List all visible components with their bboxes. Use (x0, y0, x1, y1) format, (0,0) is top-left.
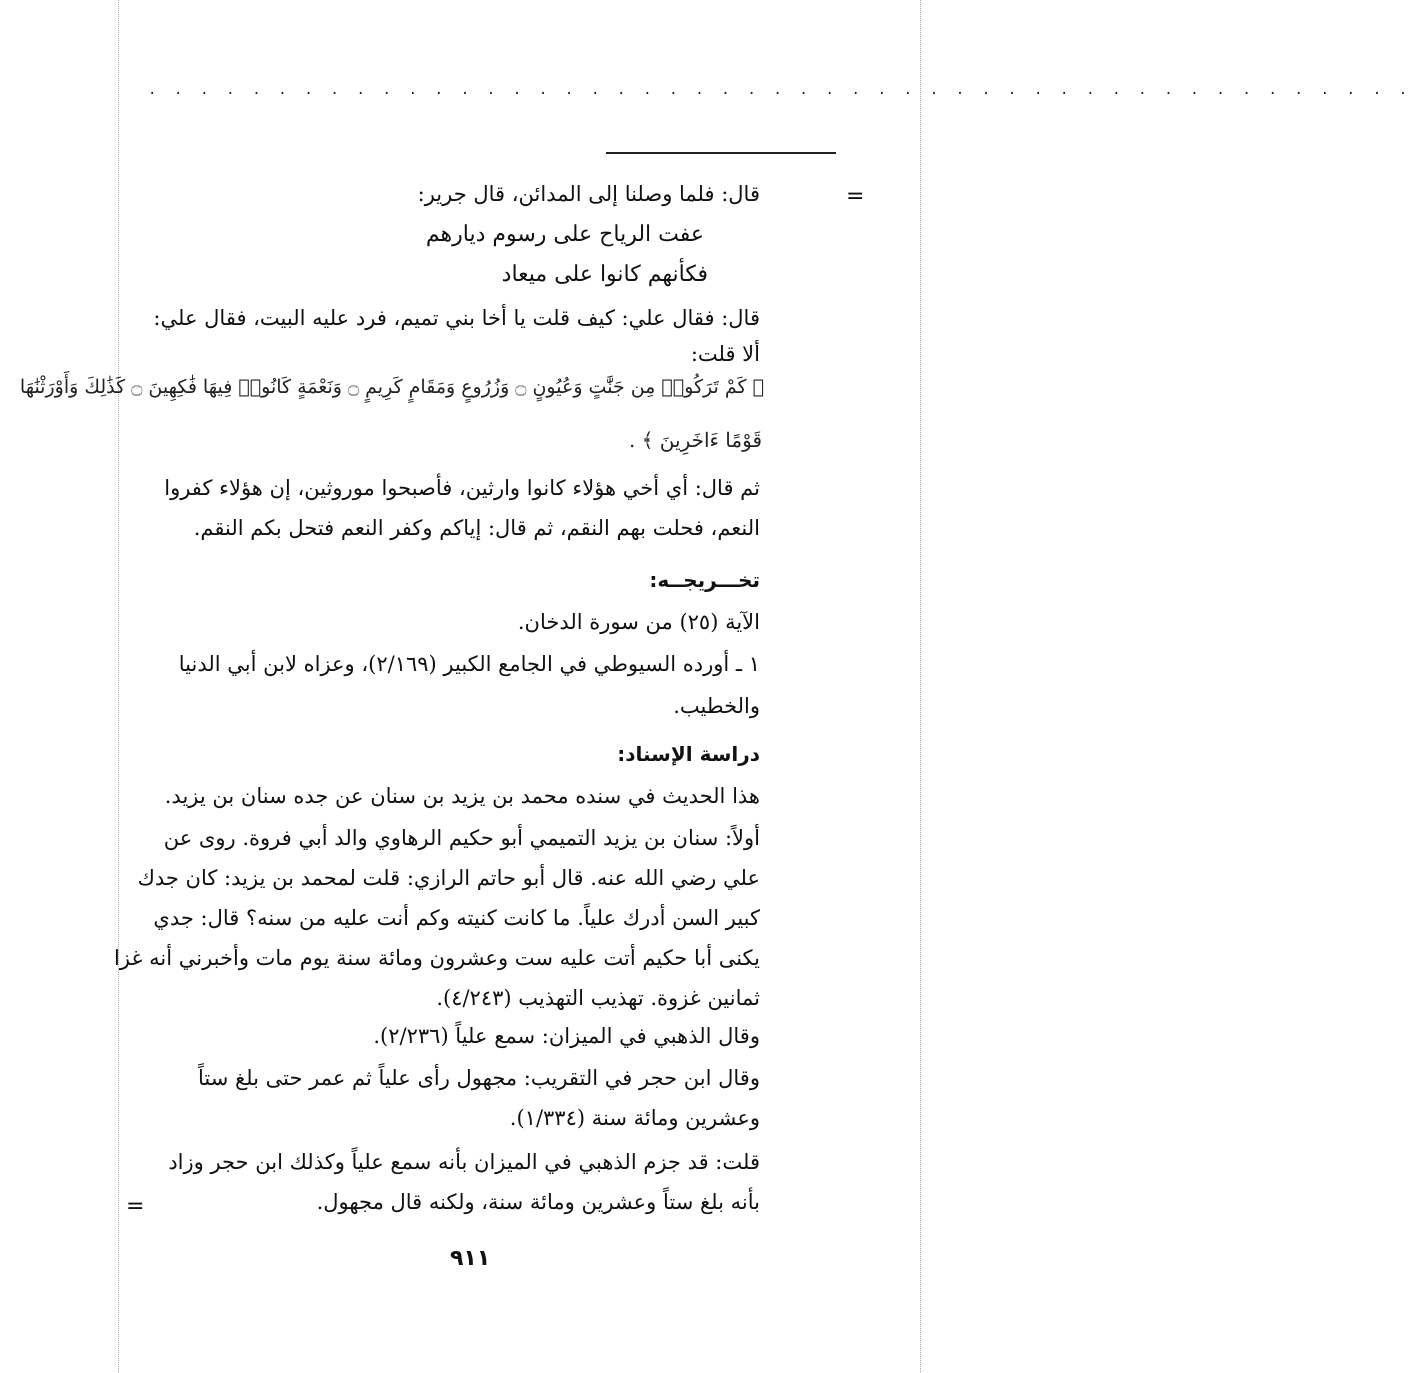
continuation-mark-bottom: = (126, 1194, 145, 1219)
continuation-mark-top: = (846, 184, 865, 209)
verse-hemistich-1: عفت الرياح على رسوم ديارهم (425, 222, 704, 247)
isnad-heading: دراسة الإسناد: (617, 742, 760, 766)
quran-verse-line-2: قَوْمًا ءَاخَرِينَ ﴾ . (629, 428, 762, 452)
verse-hemistich-2: فكأنهم كانوا على ميعاد (501, 262, 708, 287)
dotted-separator: . . . . . . . . . . . . . . . . . . . . . . . . . . . . . . . . . . . . . . . . . . . . . . . . . (148, 82, 1412, 98)
right-margin-line (920, 0, 921, 1373)
page-number: ٩١١ (450, 1246, 491, 1271)
left-margin-line (118, 0, 119, 1373)
book-page: . . . . . . . . . . . . . . . . . . . . . . . . . . . . . . . . . . . . . . . . . . . . . . . . . = = قال: فلما وصلنا إلى المدائن، قال جرير: عفت الرياح على رسوم ديارهم فكأنهم كانوا على ميعاد قال: فقال علي: كيف قلت يا أخا بني تميم، فرد عليه البيت، فقال علي: ألا قلت: ﴿ كَمْ تَرَكُوا۟ مِن جَنَّٰتٍ وَعُيُونٍ ۝ وَزُرُوعٍ وَمَقَامٍ كَرِيمٍ ۝ وَنَعْمَةٍ كَانُوا۟ فِيهَا فَٰكِهِينَ ۝ كَذَٰلِكَ وَأَوْرَثْنَٰهَا قَوْمًا ءَاخَرِينَ ﴾ . ثم قال: أي أخي هؤلاء كانوا وارثين، فأصبحوا موروثين، إن هؤلاء كفروا النعم، فحلت بهم النقم، ثم قال: إياكم وكفر النعم فتحل بكم النقم. تخـــريجــه: الآية (٢٥) من سورة الدخان. ١ ـ أورده السيوطي في الجامع الكبير (٢/١٦٩)، وعزاه لابن أبي الدنيا والخطيب. دراسة الإسناد: هذا الحديث في سنده محمد بن يزيد بن سنان عن جده سنان بن يزيد. أولاً: سنان بن يزيد التميمي أبو حكيم الرهاوي والد أبي فروة. روى عن علي رضي الله عنه. قال أبو حاتم الرازي: قلت لمحمد بن يزيد: كان جدك كبير السن أدرك علياً. ما كانت كنيته وكم أنت عليه من سنه؟ قال: جدي يكنى أبا حكيم أتت عليه ست وعشرون ومائة سنة يوم مات وأخبرني أنه غزا ثمانين غزوة. تهذيب التهذيب (٤/٢٤٣). وقال الذهبي في الميزان: سمع علياً (٢/٢٣٦). وقال ابن حجر في التقريب: مجهول رأى علياً ثم عمر حتى بلغ ستاً وعشرين ومائة سنة (١/٣٣٤). قلت: قد جزم الذهبي في الميزان بأنه سمع علياً وكذلك ابن حجر وزاد بأنه بلغ ستاً وعشرين ومائة سنة، ولكنه قال مجهول. ٩١١ (0, 0, 948, 1373)
footnote-rule (606, 152, 836, 154)
takhrij-heading: تخـــريجــه: (649, 568, 760, 592)
quran-verse-line-1: ﴿ كَمْ تَرَكُوا۟ مِن جَنَّٰتٍ وَعُيُونٍ ۝ وَزُرُوعٍ وَمَقَامٍ كَرِيمٍ ۝ وَنَعْمَةٍ كَانُوا۟ فِيهَا فَٰكِهِينَ ۝ كَذَٰلِكَ وَأَوْرَثْنَٰهَا (19, 376, 764, 398)
